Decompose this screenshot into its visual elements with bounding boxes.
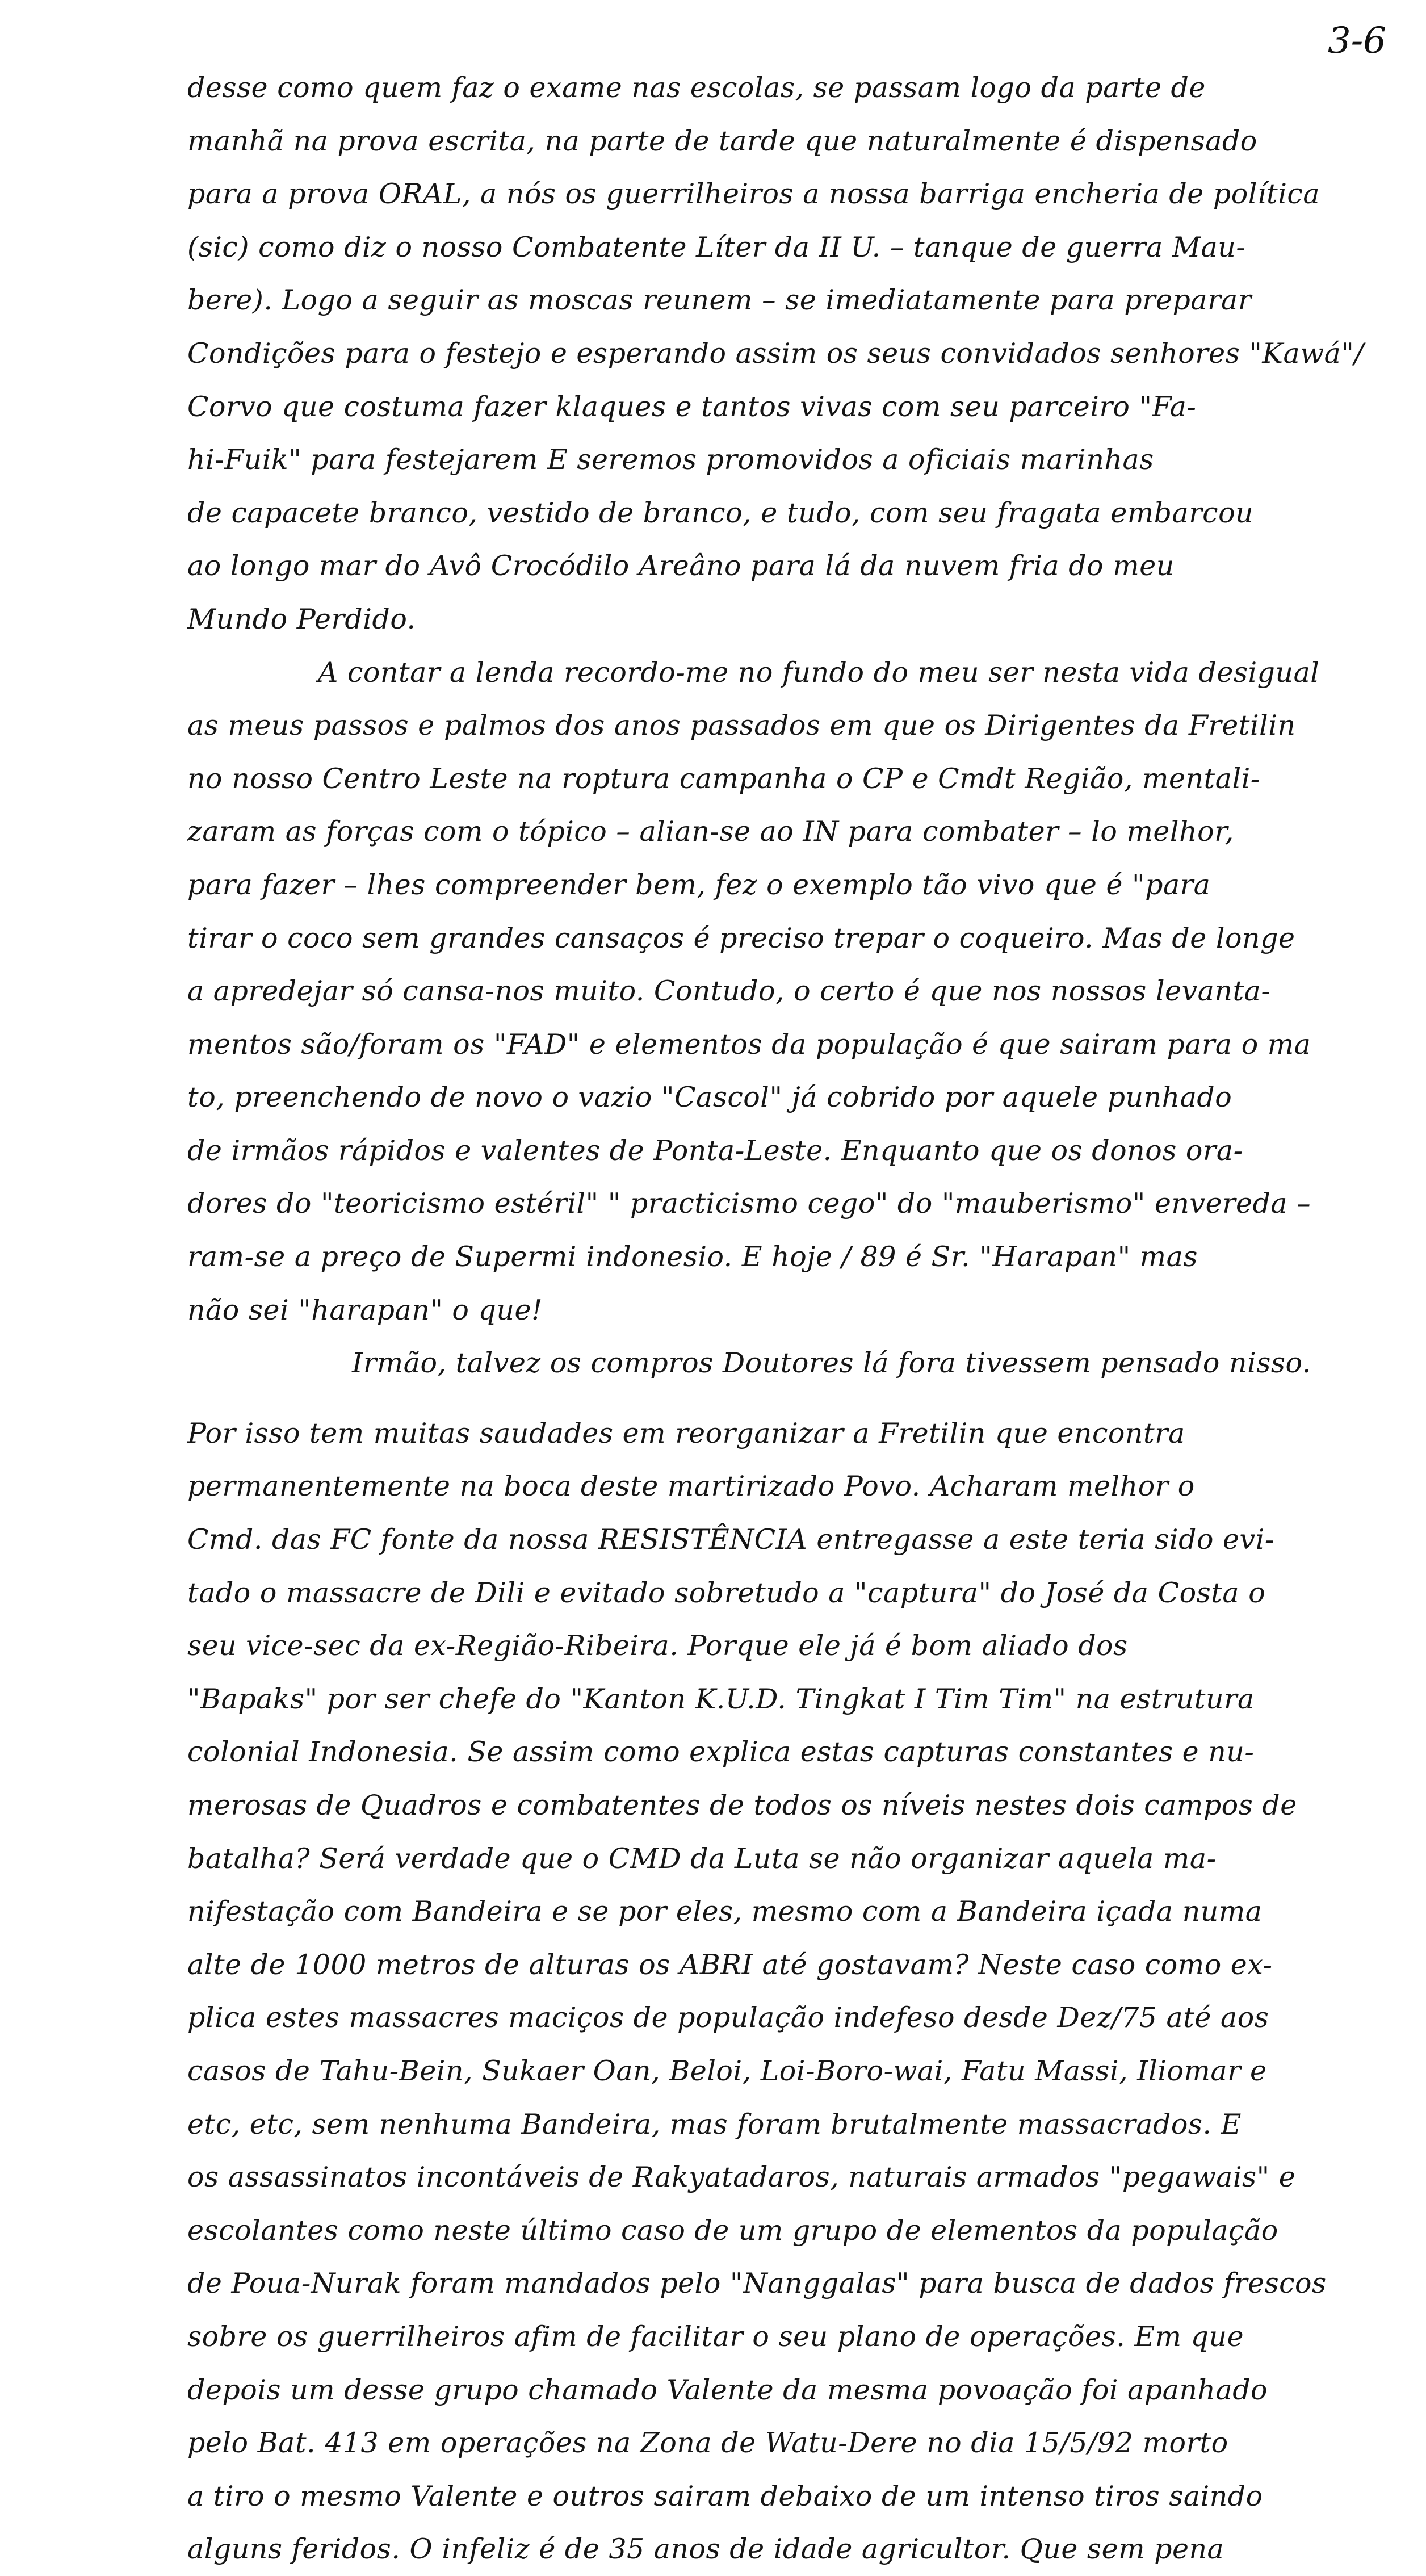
text-line: no nosso Centro Leste na roptura campanha o CP e Cmdt Região, mentali- bbox=[187, 762, 1260, 795]
page-number: 3-6 bbox=[1327, 20, 1386, 62]
text-line: to, preenchendo de novo o vazio "Cascol" já cobrido por aquele punhado bbox=[187, 1081, 1232, 1114]
text-line: a apredejar só cansa-nos muito. Contudo, o certo é que nos nossos levanta- bbox=[187, 975, 1271, 1008]
text-line: colonial Indonesia. Se assim como explica estas capturas constantes e nu- bbox=[187, 1736, 1255, 1769]
text-line: (sic) como diz o nosso Combatente Líter da II U. – tanque de guerra Mau- bbox=[187, 231, 1246, 263]
text-line: manhã na prova escrita, na parte de tarde que naturalmente é dispensado bbox=[187, 124, 1257, 157]
text-line: de irmãos rápidos e valentes de Ponta-Leste. Enquanto que os donos ora- bbox=[187, 1134, 1243, 1167]
text-line: os assassinatos incontáveis de Rakyatadaros, naturais armados "pegawais" e bbox=[187, 2161, 1296, 2194]
text-line: ao longo mar do Avô Crocódilo Areâno para lá da nuvem fria do meu bbox=[187, 550, 1175, 583]
text-line: zaram as forças com o tópico – alian-se ao IN para combater – lo melhor, bbox=[187, 815, 1234, 848]
text-line: Mundo Perdido. bbox=[187, 602, 416, 635]
text-line: plica estes massacres maciços de população indefeso desde Dez/75 até aos bbox=[187, 2001, 1269, 2034]
text-line: bere). Logo a seguir as moscas reunem – se imediatamente para preparar bbox=[187, 284, 1252, 317]
text-line: Irmão, talvez os compros Doutores lá fora tivessem pensado nisso. bbox=[352, 1347, 1311, 1380]
text-line: tirar o coco sem grandes cansaços é preciso trepar o coqueiro. Mas de longe bbox=[187, 922, 1295, 954]
text-line: Cmd. das FC fonte da nossa RESISTÊNCIA entregasse a este teria sido evi- bbox=[187, 1523, 1274, 1556]
text-line: as meus passos e palmos dos anos passados em que os Dirigentes da Fretilin bbox=[187, 709, 1296, 742]
text-line: merosas de Quadros e combatentes de todos os níveis nestes dois campos de bbox=[187, 1789, 1297, 1821]
handwritten-text-block bbox=[187, 61, 1385, 2576]
text-line: alguns feridos. O infeliz é de 35 anos de idade agricultor. Que sem pena bbox=[187, 2533, 1224, 2566]
text-line: alte de 1000 metros de alturas os ABRI até gostavam? Neste caso como ex- bbox=[187, 1948, 1273, 1981]
text-line: permanentemente na boca deste martirizado Povo. Acharam melhor o bbox=[187, 1470, 1195, 1503]
text-line: para a prova ORAL, a nós os guerrilheiros a nossa barriga encheria de política bbox=[187, 178, 1320, 211]
text-line: Condições para o festejo e esperando assim os seus convidados senhores "Kawá"/ bbox=[187, 337, 1364, 370]
text-line: batalha? Será verdade que o CMD da Luta se não organizar aquela ma- bbox=[187, 1842, 1217, 1875]
text-line: escolantes como neste último caso de um grupo de elementos da população bbox=[187, 2214, 1278, 2247]
text-line: Corvo que costuma fazer klaques e tantos vivas com seu parceiro "Fa- bbox=[187, 390, 1197, 423]
text-line: mentos são/foram os "FAD" e elementos da população é que sairam para o ma bbox=[187, 1028, 1311, 1061]
text-line: Por isso tem muitas saudades em reorganizar a Fretilin que encontra bbox=[187, 1417, 1185, 1450]
text-line: a tiro o mesmo Valente e outros sairam debaixo de um intenso tiros saindo bbox=[187, 2479, 1263, 2512]
text-line: desse como quem faz o exame nas escolas, se passam logo da parte de bbox=[187, 72, 1206, 104]
text-line: dores do "teoricismo estéril" " practicismo cego" do "mauberismo" envereda – bbox=[187, 1187, 1311, 1220]
text-line: ram-se a preço de Supermi indonesio. E hoje / 89 é Sr. "Harapan" mas bbox=[187, 1241, 1198, 1274]
text-line: de Poua-Nurak foram mandados pelo "Nanggalas" para busca de dados frescos bbox=[187, 2267, 1327, 2300]
text-line: hi-Fuik" para festejarem E seremos promovidos a oficiais marinhas bbox=[187, 443, 1154, 476]
text-line: não sei "harapan" o que! bbox=[187, 1293, 543, 1326]
text-line: nifestação com Bandeira e se por eles, mesmo com a Bandeira içada numa bbox=[187, 1895, 1263, 1928]
text-line: A contar a lenda recordo-me no fundo do meu ser nesta vida desigual bbox=[318, 656, 1320, 689]
text-line: seu vice-sec da ex-Região-Ribeira. Porque ele já é bom aliado dos bbox=[187, 1630, 1128, 1662]
text-line: "Bapaks" por ser chefe do "Kanton K.U.D. Tingkat I Tim Tim" na estrutura bbox=[187, 1682, 1255, 1715]
text-line: etc, etc, sem nenhuma Bandeira, mas foram brutalmente massacrados. E bbox=[187, 2108, 1242, 2141]
text-line: para fazer – lhes compreender bem, fez o exemplo tão vivo que é "para bbox=[187, 868, 1211, 901]
text-line: casos de Tahu-Bein, Sukaer Oan, Beloi, Loi-Boro-wai, Fatu Massi, Iliomar e bbox=[187, 2054, 1267, 2087]
text-line: de capacete branco, vestido de branco, e tudo, com seu fragata embarcou bbox=[187, 496, 1254, 529]
text-line: sobre os guerrilheiros afim de facilitar o seu plano de operações. Em que bbox=[187, 2320, 1244, 2353]
text-line: depois um desse grupo chamado Valente da mesma povoação foi apanhado bbox=[187, 2373, 1268, 2406]
text-line: tado o massacre de Dili e evitado sobretudo a "captura" do José da Costa o bbox=[187, 1576, 1266, 1609]
text-line: pelo Bat. 413 em operações na Zona de Watu-Dere no dia 15/5/92 morto bbox=[187, 2427, 1228, 2460]
